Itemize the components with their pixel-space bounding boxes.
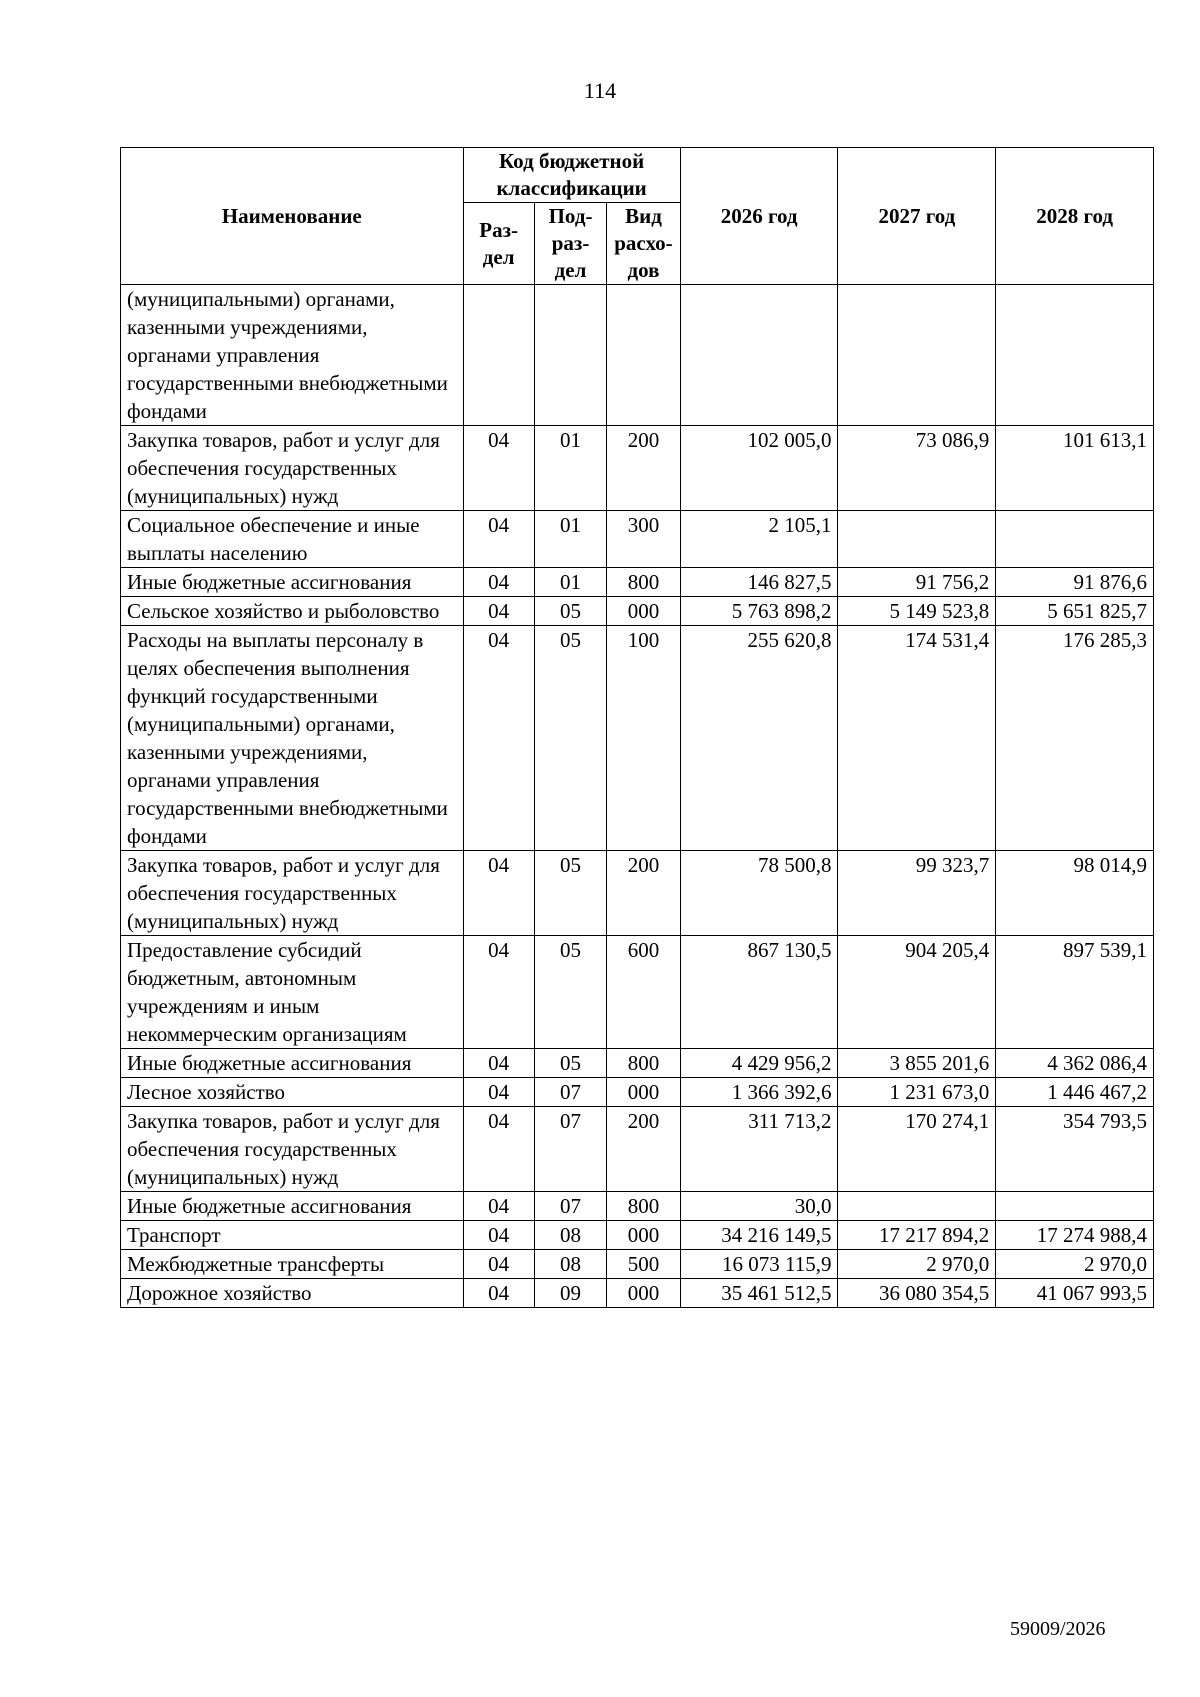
document-code: 59009/2026 bbox=[1010, 1618, 1106, 1640]
row-section: 04 bbox=[463, 626, 534, 851]
row-value-2027 bbox=[838, 511, 996, 568]
row-value-2027: 1 231 673,0 bbox=[838, 1078, 996, 1107]
row-expense-type: 200 bbox=[607, 851, 680, 936]
row-section: 04 bbox=[463, 511, 534, 568]
table-row bbox=[121, 851, 1154, 936]
row-name: Закупка товаров, работ и услуг для обеспечения государственных (муниципальных) нужд bbox=[121, 426, 464, 511]
row-name: Межбюджетные трансферты bbox=[121, 1250, 464, 1279]
row-value-2026: 30,0 bbox=[680, 1192, 838, 1221]
row-expense-type: 000 bbox=[607, 1279, 680, 1308]
header-subsection: Под- раз- дел bbox=[534, 203, 606, 285]
row-name: (муниципальными) органами, казенными учреждениями, органами управления государственными внебюджетными фондами bbox=[121, 285, 464, 426]
row-subsection: 05 bbox=[534, 851, 606, 936]
row-name: Лесное хозяйство bbox=[121, 1078, 464, 1107]
row-value-2028: 897 539,1 bbox=[996, 936, 1154, 1049]
table-row bbox=[121, 1250, 1154, 1279]
row-value-2028 bbox=[996, 1192, 1154, 1221]
row-value-2028: 101 613,1 bbox=[996, 426, 1154, 511]
table-row bbox=[121, 1078, 1154, 1107]
row-section bbox=[463, 285, 534, 426]
row-expense-type: 800 bbox=[607, 1192, 680, 1221]
row-value-2028: 98 014,9 bbox=[996, 851, 1154, 936]
row-value-2026: 5 763 898,2 bbox=[680, 597, 838, 626]
row-value-2026: 4 429 956,2 bbox=[680, 1049, 838, 1078]
row-value-2027: 73 086,9 bbox=[838, 426, 996, 511]
table-row bbox=[121, 285, 1154, 426]
row-name: Транспорт bbox=[121, 1221, 464, 1250]
row-value-2028: 5 651 825,7 bbox=[996, 597, 1154, 626]
row-name: Иные бюджетные ассигнования bbox=[121, 568, 464, 597]
row-value-2026: 146 827,5 bbox=[680, 568, 838, 597]
row-section: 04 bbox=[463, 851, 534, 936]
row-value-2026: 1 366 392,6 bbox=[680, 1078, 838, 1107]
row-subsection: 01 bbox=[534, 511, 606, 568]
row-name: Иные бюджетные ассигнования bbox=[121, 1192, 464, 1221]
row-subsection: 07 bbox=[534, 1107, 606, 1192]
table-row bbox=[121, 1049, 1154, 1078]
row-value-2028: 41 067 993,5 bbox=[996, 1279, 1154, 1308]
row-section: 04 bbox=[463, 1078, 534, 1107]
budget-table bbox=[120, 147, 1154, 1308]
row-subsection: 05 bbox=[534, 597, 606, 626]
row-value-2027: 170 274,1 bbox=[838, 1107, 996, 1192]
row-value-2028: 1 446 467,2 bbox=[996, 1078, 1154, 1107]
header-name: Наименование bbox=[121, 148, 464, 285]
row-value-2028: 4 362 086,4 bbox=[996, 1049, 1154, 1078]
row-name: Сельское хозяйство и рыболовство bbox=[121, 597, 464, 626]
row-section: 04 bbox=[463, 1107, 534, 1192]
table-row bbox=[121, 597, 1154, 626]
row-name: Закупка товаров, работ и услуг для обеспечения государственных (муниципальных) нужд bbox=[121, 851, 464, 936]
row-value-2027: 174 531,4 bbox=[838, 626, 996, 851]
row-subsection: 08 bbox=[534, 1250, 606, 1279]
row-value-2026: 2 105,1 bbox=[680, 511, 838, 568]
row-name: Закупка товаров, работ и услуг для обеспечения государственных (муниципальных) нужд bbox=[121, 1107, 464, 1192]
row-section: 04 bbox=[463, 1192, 534, 1221]
row-value-2028 bbox=[996, 285, 1154, 426]
row-section: 04 bbox=[463, 1049, 534, 1078]
table-row bbox=[121, 1192, 1154, 1221]
row-value-2027 bbox=[838, 1192, 996, 1221]
row-expense-type: 600 bbox=[607, 936, 680, 1049]
row-value-2027: 904 205,4 bbox=[838, 936, 996, 1049]
table-row bbox=[121, 511, 1154, 568]
row-value-2026: 78 500,8 bbox=[680, 851, 838, 936]
row-value-2028: 91 876,6 bbox=[996, 568, 1154, 597]
row-value-2026: 35 461 512,5 bbox=[680, 1279, 838, 1308]
row-value-2027: 17 217 894,2 bbox=[838, 1221, 996, 1250]
row-value-2027 bbox=[838, 285, 996, 426]
row-subsection: 08 bbox=[534, 1221, 606, 1250]
table-row bbox=[121, 1279, 1154, 1308]
row-expense-type: 300 bbox=[607, 511, 680, 568]
row-value-2028: 354 793,5 bbox=[996, 1107, 1154, 1192]
table-row bbox=[121, 1107, 1154, 1192]
row-value-2027: 3 855 201,6 bbox=[838, 1049, 996, 1078]
row-name: Иные бюджетные ассигнования bbox=[121, 1049, 464, 1078]
row-expense-type bbox=[607, 285, 680, 426]
row-value-2028: 17 274 988,4 bbox=[996, 1221, 1154, 1250]
row-section: 04 bbox=[463, 1250, 534, 1279]
header-2028: 2028 год bbox=[996, 148, 1154, 285]
row-subsection: 05 bbox=[534, 936, 606, 1049]
row-section: 04 bbox=[463, 1279, 534, 1308]
row-name: Расходы на выплаты персоналу в целях обеспечения выполнения функций государственными (муниципальными) органами, казенными учреждениями, органами управления государственными внебюджетными фондами bbox=[121, 626, 464, 851]
header-code-group: Код бюджетной классификации bbox=[463, 148, 680, 203]
row-expense-type: 200 bbox=[607, 426, 680, 511]
row-value-2026: 867 130,5 bbox=[680, 936, 838, 1049]
page-number: 114 bbox=[583, 78, 617, 103]
row-expense-type: 000 bbox=[607, 1078, 680, 1107]
row-value-2026: 16 073 115,9 bbox=[680, 1250, 838, 1279]
row-expense-type: 000 bbox=[607, 1221, 680, 1250]
row-expense-type: 800 bbox=[607, 1049, 680, 1078]
header-2026: 2026 год bbox=[680, 148, 838, 285]
row-subsection bbox=[534, 285, 606, 426]
row-subsection: 07 bbox=[534, 1078, 606, 1107]
row-section: 04 bbox=[463, 936, 534, 1049]
row-subsection: 05 bbox=[534, 1049, 606, 1078]
row-section: 04 bbox=[463, 426, 534, 511]
row-subsection: 05 bbox=[534, 626, 606, 851]
row-section: 04 bbox=[463, 597, 534, 626]
row-value-2026: 311 713,2 bbox=[680, 1107, 838, 1192]
table-header bbox=[121, 148, 1154, 285]
row-value-2027: 91 756,2 bbox=[838, 568, 996, 597]
row-section: 04 bbox=[463, 1221, 534, 1250]
row-name: Социальное обеспечение и иные выплаты населению bbox=[121, 511, 464, 568]
table-row bbox=[121, 936, 1154, 1049]
row-subsection: 01 bbox=[534, 568, 606, 597]
row-value-2027: 2 970,0 bbox=[838, 1250, 996, 1279]
row-subsection: 01 bbox=[534, 426, 606, 511]
row-expense-type: 800 bbox=[607, 568, 680, 597]
row-name: Дорожное хозяйство bbox=[121, 1279, 464, 1308]
row-subsection: 09 bbox=[534, 1279, 606, 1308]
row-expense-type: 500 bbox=[607, 1250, 680, 1279]
row-value-2027: 99 323,7 bbox=[838, 851, 996, 936]
row-value-2026: 102 005,0 bbox=[680, 426, 838, 511]
header-section: Раз- дел bbox=[463, 203, 534, 285]
header-expense-type: Вид расхо- дов bbox=[607, 203, 680, 285]
row-value-2026 bbox=[680, 285, 838, 426]
row-subsection: 07 bbox=[534, 1192, 606, 1221]
row-expense-type: 200 bbox=[607, 1107, 680, 1192]
row-value-2028: 176 285,3 bbox=[996, 626, 1154, 851]
row-value-2027: 5 149 523,8 bbox=[838, 597, 996, 626]
row-value-2028 bbox=[996, 511, 1154, 568]
table-row bbox=[121, 1221, 1154, 1250]
table-row bbox=[121, 626, 1154, 851]
row-name: Предоставление субсидий бюджетным, автономным учреждениям и иным некоммерческим организациям bbox=[121, 936, 464, 1049]
row-expense-type: 000 bbox=[607, 597, 680, 626]
row-value-2028: 2 970,0 bbox=[996, 1250, 1154, 1279]
row-expense-type: 100 bbox=[607, 626, 680, 851]
header-2027: 2027 год bbox=[838, 148, 996, 285]
row-section: 04 bbox=[463, 568, 534, 597]
row-value-2027: 36 080 354,5 bbox=[838, 1279, 996, 1308]
row-value-2026: 255 620,8 bbox=[680, 626, 838, 851]
table-body bbox=[121, 285, 1154, 1308]
table-row bbox=[121, 568, 1154, 597]
row-value-2026: 34 216 149,5 bbox=[680, 1221, 838, 1250]
table-row bbox=[121, 426, 1154, 511]
